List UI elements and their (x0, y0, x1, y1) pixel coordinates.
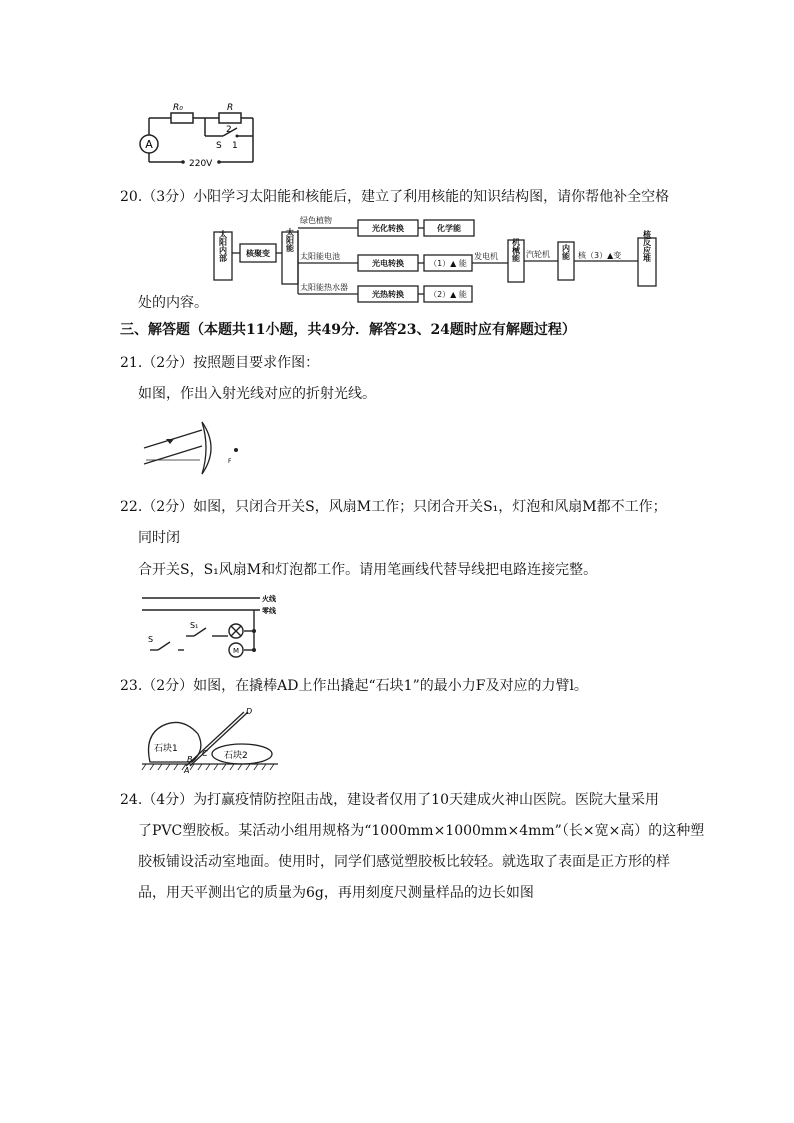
reactor-label: 核反应堆 (642, 230, 652, 262)
r-label: R (227, 103, 234, 113)
ammeter-label: A (145, 138, 153, 151)
internal-energy-label: 内能 (561, 244, 571, 260)
switch-pos2: 2 (226, 125, 232, 135)
q22-line2: 同时闭 (138, 530, 180, 546)
r0-label: R₀ (173, 103, 183, 113)
energy-diagram-20 (210, 210, 660, 306)
switch-label: S (216, 141, 222, 151)
circuit-figure-19 (133, 98, 263, 174)
point-c-label: C (202, 749, 208, 758)
sun-interior-label: 太阳内部 (218, 230, 228, 262)
point-d-label: D (246, 707, 253, 716)
q20-line2: 处的内容。 (138, 295, 208, 311)
switch-s-label: S (148, 635, 154, 644)
switch-s1-label: S₁ (190, 621, 199, 630)
point-a-label: A (184, 766, 190, 774)
q23-line1: 23.（2分）如图，在撬棒AD上作出撬起“石块1”的最小力F及对应的力臂l。 (120, 678, 588, 694)
q24-line2: 了PVC塑胶板。某活动小组用规格为“1000mm×1000mm×4mm”（长×宽×高）的这种塑 (138, 823, 705, 839)
house-circuit-figure-22 (140, 590, 290, 662)
q21-line1: 21.（2分）按照题目要求作图： (120, 355, 320, 371)
photochem-label: 光化转换 (372, 224, 404, 233)
point-b-label: B (187, 755, 193, 764)
lever-figure-23 (140, 706, 280, 774)
green-plants-label: 绿色植物 (300, 216, 332, 225)
live-wire-label: 火线 (262, 595, 276, 603)
blank1-label: （1）▲ 能 (429, 259, 467, 268)
q24-line4: 品，用天平测出它的质量为6g，再用刻度尺测量样品的边长如图 (138, 885, 534, 901)
chem-energy-label: 化学能 (437, 224, 461, 233)
q22-line1: 22.（2分）如图，只闭合开关S，风扇M工作；只闭合开关S₁，灯泡和风扇M都不工作； (120, 499, 667, 515)
stone2-label: 石块2 (224, 751, 248, 761)
q24-line1: 24.（4分）为打赢疫情防控阻击战，建设者仅用了10天建成火神山医院。医院大量采用 (120, 792, 659, 808)
section-3-heading: 三、解答题（本题共11小题，共49分．解答23、24题时应有解题过程） (120, 322, 576, 338)
fusion-label: 核聚变 (246, 249, 270, 258)
q22-line3: 合开关S，S₁风扇M和灯泡都工作。请用笔画线代替导线把电路连接完整。 (138, 562, 598, 578)
neutral-wire-label: 零线 (262, 607, 276, 615)
q24-line3: 胶板铺设活动室地面。使用时，同学们感觉塑胶板比较轻。就选取了表面是正方形的样 (138, 854, 670, 870)
generator-label: 发电机 (474, 252, 498, 261)
solar-energy-label: 太阳能 (285, 228, 295, 252)
motor-label: M (232, 647, 240, 655)
photoelec-label: 光电转换 (372, 259, 404, 268)
nuclear-blank-label: 核（3）▲变 (578, 251, 622, 260)
q21-line2: 如图，作出入射光线对应的折射光线。 (138, 386, 376, 402)
q20-line1: 20.（3分）小阳学习太阳能和核能后，建立了利用核能的知识结构图，请你帮他补全空格 (120, 189, 670, 205)
photothermal-label: 光热转换 (372, 290, 404, 299)
solar-cell-label: 太阳能电池 (300, 252, 340, 261)
voltage-label: 220V (189, 159, 213, 169)
blank2-label: （2）▲ 能 (429, 290, 467, 299)
lens-figure-21 (140, 418, 250, 478)
mech-energy-label: 机械能 (511, 238, 521, 262)
switch-pos1: 1 (232, 141, 238, 151)
focus-label: F (228, 458, 232, 465)
water-heater-label: 太阳能热水器 (300, 283, 348, 292)
turbine-label: 汽轮机 (526, 250, 550, 259)
stone1-label: 石块1 (154, 744, 178, 754)
